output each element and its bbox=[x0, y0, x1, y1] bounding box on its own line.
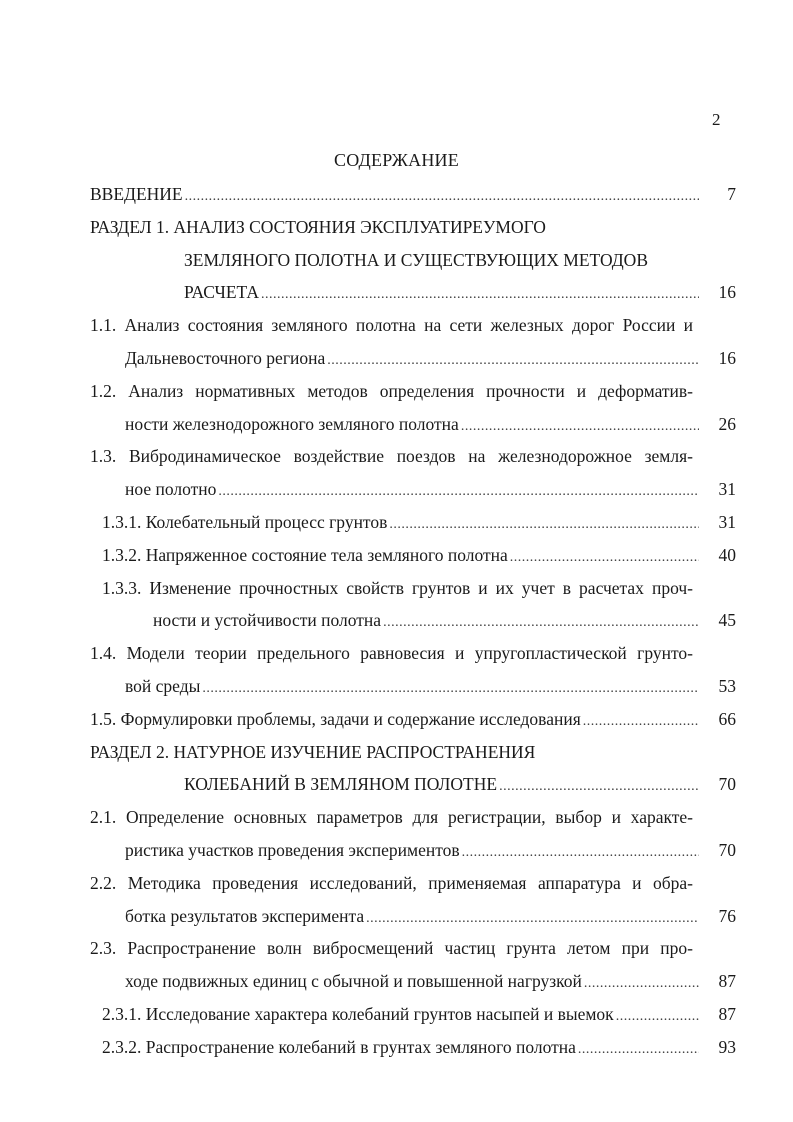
toc-entry-label: 1.3.1. Колебательный процесс грунтов bbox=[102, 511, 388, 532]
toc-entry-section-1-cont bbox=[0, 244, 793, 277]
dot-leader bbox=[510, 545, 699, 566]
dot-leader bbox=[461, 414, 699, 435]
toc-entry-label: ности и устойчивости полотна bbox=[153, 610, 382, 631]
toc-entry-2-3 bbox=[0, 932, 793, 965]
toc-entry-label: 2.2. Методика проведения исследований, применяемая аппаратура и обра- bbox=[90, 872, 693, 893]
toc-entry-2-2 bbox=[0, 867, 793, 900]
dot-leader bbox=[218, 479, 699, 500]
toc-entry-label: ЗЕМЛЯНОГО ПОЛОТНА И СУЩЕСТВУЮЩИХ МЕТОДОВ bbox=[184, 249, 648, 270]
toc-page-number: 45 bbox=[718, 610, 736, 631]
toc-entry-label: вой среды bbox=[125, 675, 201, 696]
dot-leader bbox=[327, 348, 699, 369]
toc-entry-label: 2.3.2. Распространение колебаний в грунтах земляного полотна bbox=[102, 1036, 576, 1057]
toc-entry-label: КОЛЕБАНИЙ В ЗЕМЛЯНОМ ПОЛОТНЕ bbox=[184, 774, 498, 795]
toc-page-number: 87 bbox=[718, 971, 736, 992]
toc-entry-label: ВВЕДЕНИЕ bbox=[90, 184, 183, 204]
toc-page-number: 66 bbox=[718, 708, 736, 729]
toc-page-number: 31 bbox=[718, 479, 736, 500]
toc-entry-label: 2.3. Распространение волн вибросмещений частиц грунта летом при про- bbox=[90, 938, 693, 959]
toc-entry-label: РАЗДЕЛ 2. НАТУРНОЕ ИЗУЧЕНИЕ РАСПРОСТРАНЕНИЯ bbox=[90, 741, 536, 762]
toc-entry-label: РАСЧЕТА bbox=[184, 282, 260, 303]
dot-leader bbox=[366, 906, 699, 927]
toc-entry-label: ходе подвижных единиц с обычной и повышенной нагрузкой bbox=[125, 971, 582, 992]
toc-entry-1-3-1 bbox=[0, 506, 793, 539]
dot-leader bbox=[499, 774, 699, 795]
toc-entry-2-1 bbox=[0, 801, 793, 834]
dot-leader bbox=[584, 971, 699, 992]
toc-entry-label: ное полотно bbox=[125, 479, 217, 500]
dot-leader bbox=[389, 512, 699, 533]
toc-entry-1-2-end bbox=[0, 408, 793, 441]
toc-entry-2-3-1 bbox=[0, 998, 793, 1031]
toc-entry-label: ности железнодорожного земляного полотна bbox=[125, 413, 459, 434]
toc-entry-section-1 bbox=[0, 211, 793, 244]
toc-entry-1-5 bbox=[0, 703, 793, 736]
toc-entry-2-3-end bbox=[0, 965, 793, 998]
toc-entry-label: 2.3.1. Исследование характера колебаний грунтов насыпей и выемок bbox=[102, 1003, 614, 1024]
dot-leader bbox=[616, 1004, 699, 1025]
toc-page-number: 26 bbox=[718, 413, 736, 434]
toc-page-number: 40 bbox=[718, 544, 736, 565]
toc-entry-label: 2.1. Определение основных параметров для регистрации, выбор и характе- bbox=[90, 807, 693, 828]
toc-page-number: 16 bbox=[718, 282, 736, 303]
dot-leader bbox=[583, 709, 699, 730]
toc-page-number: 16 bbox=[718, 347, 736, 368]
toc-entry-1-4-end bbox=[0, 670, 793, 703]
toc-entry-introduction bbox=[0, 178, 793, 211]
toc-page-number: 31 bbox=[718, 511, 736, 532]
toc-entry-label: Дальневосточного региона bbox=[125, 347, 326, 368]
toc-entry-1-1 bbox=[0, 309, 793, 342]
toc-entry-2-2-end bbox=[0, 900, 793, 933]
toc-entry-label: ботка результатов эксперимента bbox=[125, 905, 365, 926]
toc-page-number: 76 bbox=[718, 905, 736, 926]
toc-entry-1-3 bbox=[0, 440, 793, 473]
toc-page-number: 7 bbox=[727, 184, 736, 204]
toc-entry-1-4 bbox=[0, 637, 793, 670]
toc-entry-section-2-end bbox=[0, 768, 793, 801]
toc-page-number: 70 bbox=[718, 774, 736, 795]
dot-leader bbox=[261, 282, 699, 303]
toc-entry-2-3-2 bbox=[0, 1031, 793, 1064]
toc-page-number: 93 bbox=[718, 1036, 736, 1057]
dot-leader bbox=[185, 184, 699, 205]
toc-entry-2-1-end bbox=[0, 834, 793, 867]
toc-entry-1-3-end bbox=[0, 473, 793, 506]
toc-entry-label: 1.1. Анализ состояния земляного полотна на сети железных дорог России и bbox=[90, 315, 693, 336]
page-number: 2 bbox=[712, 110, 721, 129]
dot-leader bbox=[383, 610, 699, 631]
toc-entry-label: ристика участков проведения экспериментов bbox=[125, 839, 460, 860]
toc-entry-1-3-3-end bbox=[0, 604, 793, 637]
toc-page-number: 53 bbox=[718, 675, 736, 696]
toc-page-number: 87 bbox=[718, 1003, 736, 1024]
toc-entry-label: 1.4. Модели теории предельного равновесия и упругопластической грунто- bbox=[90, 643, 693, 664]
dot-leader bbox=[202, 676, 699, 697]
toc-entry-label: 1.5. Формулировки проблемы, задачи и содержание исследования bbox=[90, 708, 581, 729]
toc-entry-1-2 bbox=[0, 375, 793, 408]
toc-entry-1-3-3 bbox=[0, 572, 793, 605]
toc-entry-section-2 bbox=[0, 736, 793, 769]
toc-entry-1-3-2 bbox=[0, 539, 793, 572]
toc-title: СОДЕРЖАНИЕ bbox=[334, 150, 459, 170]
toc-entry-1-1-end bbox=[0, 342, 793, 375]
toc-entry-label: 1.2. Анализ нормативных методов определения прочности и деформатив- bbox=[90, 380, 693, 401]
toc-page-number: 70 bbox=[718, 839, 736, 860]
toc-entry-section-1-end bbox=[0, 276, 793, 309]
dot-leader bbox=[578, 1037, 699, 1058]
toc-entry-label: РАЗДЕЛ 1. АНАЛИЗ СОСТОЯНИЯ ЭКСПЛУАТИРЕУМОГО bbox=[90, 216, 546, 237]
dot-leader bbox=[462, 840, 699, 861]
toc-entry-label: 1.3.3. Изменение прочностных свойств грунтов и их учет в расчетах проч- bbox=[102, 577, 693, 598]
table-of-contents bbox=[0, 178, 793, 1064]
toc-entry-label: 1.3.2. Напряженное состояние тела земляного полотна bbox=[102, 544, 508, 565]
toc-entry-label: 1.3. Вибродинамическое воздействие поездов на железнодорожное земля- bbox=[90, 446, 693, 467]
